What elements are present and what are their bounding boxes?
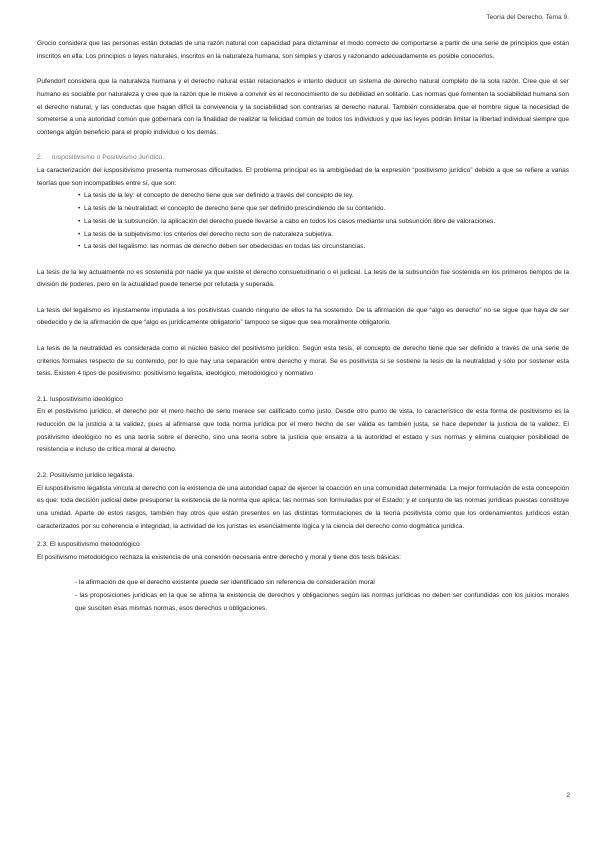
paragraph-ley-subsuncion: La tesis de la ley actualmente no es sostenida por nadie ya que existe el derecho consuetudinario o el judicial. La tesis de la subsunción fue sostenida en los primeros tiempos de la división de poderes, pero en la actualidad puede tenerse por refutada y superada. [37,268,569,289]
thesis-list [37,190,569,254]
subsection-heading-ideologico: 2.1. Iuspositivismo ideológico [37,395,123,403]
paragraph-ideologico: En el positivismo jurídico, el derecho por el mero hecho de serlo merece ser calificado como justo. Desde otro punto de vista, lo característico de esta forma de positivismo es la reducción de la justicia a la validez, pues al afirmarse que toda norma jurídica por el mero hecho de ser válida es también justa, se hace depender la justicia de la validez. El positivismo ideológico no es una teoría sobre el derecho, sino una teoría sobre la justicia que ensalza a la autoridad el estado y sus normas y elimina cualquier posibilidad de resistencia e incluso de crítica moral al derecho. [37,408,569,454]
list-item: - la afirmación de que el derecho existente puede ser identificado sin referencia de consideración moral [75,579,375,587]
list-item: • La tesis de la subsunción: la aplicación del derecho puede llevarse a cabo en todos los casos mediante una subsunción libre de valoraciones. [79,216,569,229]
section-heading [37,152,569,165]
list-item: • La tesis de la subjetivismo: los criterios del derecho recto son de naturaleza subjetiva. [79,229,569,242]
subsection-heading-metodologico: 2.3. El iuspositivismo metodológico [37,541,140,549]
section-number: 2. [37,154,43,162]
paragraph-neutralidad: La tesis de la neutralidad es considerada como el núcleo básico del positivismo jurídico. Según esta tesis, el concepto de derecho tiene que ser definido a través de una serie de criterios formales respecto de su contenido, por lo que hay una separación entre derecho y moral. Se es positivista si se sostiene la tesis de la neutralidad y sólo por sostener esta tesis. Existen 4 tipos de positivismo: positivismo legalista, ideológico, metodológico y normativo [37,344,569,378]
page-header: Teoría del Derecho. Tema 9. [486,14,569,21]
subsection-heading-legalista: 2.2. Positivismo jurídico legalista. [37,471,135,479]
list-item: • La tesis de la neutralidad: el concepto de derecho tiene que ser definido prescindiendo de su contenido. [79,203,569,216]
paragraph-legalismo: La tesis del legalismo es injustamente imputada a los positivistas cuando ninguno de ellos la ha sostenido. De la afirmación de que “algo es derecho” no se sigue que haya de ser obedecido y de la afirmación de que “algo es jurídicamente obligatorio” tampoco se sigue que sea moralmente obligatorio. [37,306,569,327]
page-number: 2 [566,792,570,799]
paragraph-metodologico: El positivismo metodológico rechaza la existencia de una conexión necesaria entre derecho y moral y tiene dos tesis básicas: [37,554,401,562]
list-item: • La tesis de la ley: el concepto de derecho tiene que ser definido a través del concepto de ley. [79,190,569,203]
paragraph-grocio: Grocio considera que las personas están dotadas de una razón natural con capacidad para dictaminar el modo correcto de comportarse a partir de una serie de principios que están inscritos en ella. Los principios o leyes naturales, inscritos en la naturaleza humana, son simples y claros y razonando adecuadamente es posible conocerlos. [37,40,569,60]
document-body [37,38,569,616]
list-item: • La tesis del legalismo: las normas de derecho deben ser obedecidas en todas las circunstancias. [79,241,569,254]
list-item: - las proposiciones jurídicas en la que se afirma la existencia de derechos y obligaciones según las normas jurídicas no deben ser confundidas con los juicios morales que susciten esas mismas normas, esos derechos u obligaciones. [75,592,569,612]
paragraph-legalista: El iuspositivismo legalista vincula al derecho con la existencia de una autoridad capaz de ejercer la coacción en una comunidad determinada. La mejor formulación de esta concepción es que: toda decisión judicial debe presuponer la existencia de la norma que aplica; las normas son formuladas por el Estado; y el conjunto de las normas jurídicas puestas constituye una unidad. Aparte de estos rasgos, también hay otros que están presentes en las distintas formulaciones de la teoría positivista como que los ordenamientos jurídicos están caracterizados por su coherencia e integridad, la actividad de los juristas es esencialmente lógica y la ciencia del derecho como dogmática jurídica. [37,484,569,530]
section-intro: La caracterización del iuspositivismo presenta numerosas dificultades. El problema principal es la ambigüedad de la expresión “positivismo jurídico” debido a que se refiere a varias teorías que son incompatibles entre sí, que son: [37,167,569,187]
section-title: Iuspositivismo o Positivismo Jurídico. [52,154,165,162]
paragraph-pufendorf: Pufendorf considera que la naturaleza humana y el derecho natural están relacionados e intento deducir un sistema de derecho natural completo de la sola razón. Cree que el ser humano es sociable por naturaleza y cree que la razón que le mueve a convivir es el reconocimiento de su debilidad en solitario. Las normas que fomenten la sociabilidad humana son el derecho natural, y las conductas que hagan difícil la convivencia y la sociabilidad son contrarias al derecho natural. También consideraba que el hombre sigue la necesidad de someterse a una autoridad común que gobernara con la finalidad de realizar la felicidad común de todos los individuos y que las leyes podrán limitar la libertad individual siempre que contenga algún beneficio para el propio individuo o los demás. [37,78,569,136]
metodologico-thesis-list [37,577,569,615]
